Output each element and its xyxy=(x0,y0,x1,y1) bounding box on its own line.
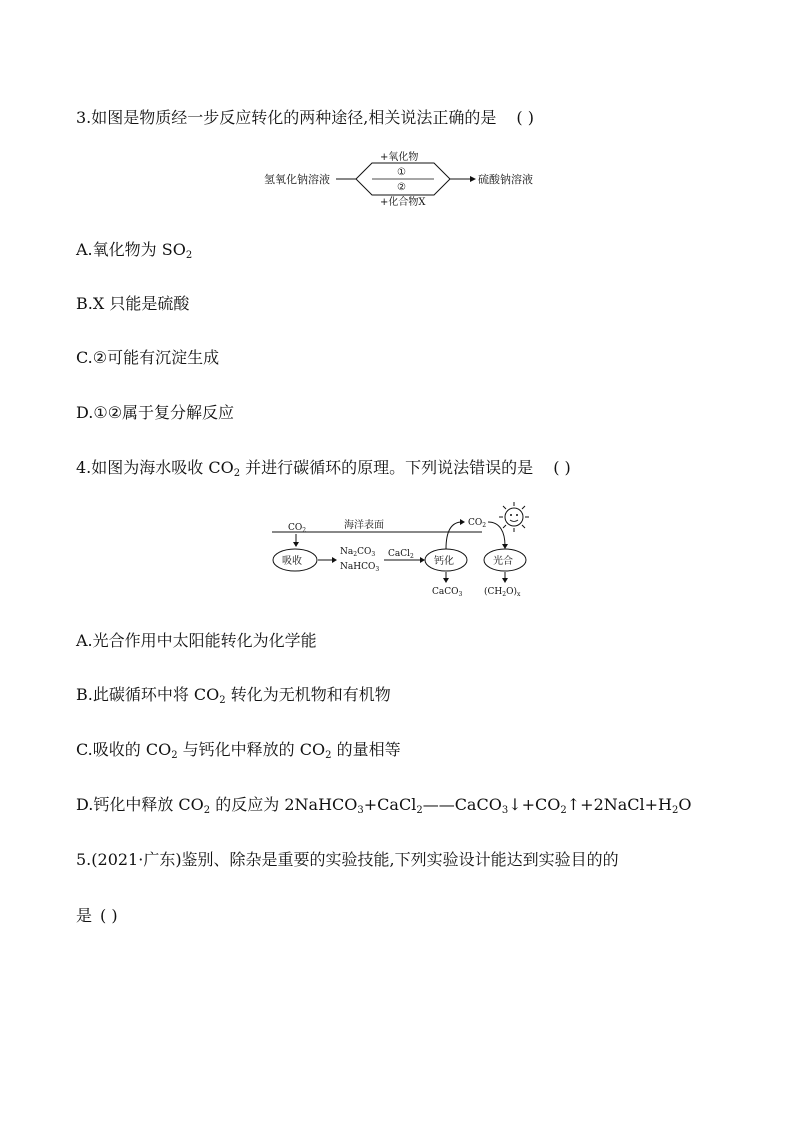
q5-stem-continued: 是 ( ) xyxy=(76,906,118,925)
q3-path-1: ① xyxy=(397,167,406,178)
q3-top-label: +氧化物 xyxy=(380,152,419,163)
q4-co2-right: $CO_2$ xyxy=(468,518,487,529)
q4-option-b: B.此碳循环中将 $CO_2$ 转化为无机物和有机物 xyxy=(76,685,391,706)
q3-left-label: 氢氧化钠溶液 xyxy=(264,173,330,186)
q4-answer-paren: ( ) xyxy=(553,458,571,477)
q4-photosynthesis-label: 光合 xyxy=(493,556,513,567)
q3-bottom-label: +化合物X xyxy=(380,197,426,208)
q4-ch2o-label: $(CH_2O)_x$ xyxy=(484,587,521,598)
q3-figure xyxy=(258,148,538,208)
q3-option-a: A.氧化物为 $SO_2$ xyxy=(76,240,193,261)
q4-absorb-label: 吸收 xyxy=(282,556,302,567)
q4-option-a: A.光合作用中太阳能转化为化学能 xyxy=(76,631,317,650)
q4-option-d: D.钙化中释放 $CO_2$ 的反应为 $2NaHCO_3+CaCl_2——CaCO_3↓+CO_2↑+2NaCl+H_2O$ xyxy=(76,795,692,816)
q4-stem: 4.如图为海水吸收 $CO_2$ 并进行碳循环的原理。下列说法错误的是 ( ) xyxy=(76,458,571,479)
q4-na2co3-label: $Na_2CO_3$ xyxy=(340,547,376,558)
q5-answer-paren: ( ) xyxy=(100,906,118,925)
q4-co2-left: $CO_2$ xyxy=(288,523,307,534)
q3-option-c: C.②可能有沉淀生成 xyxy=(76,348,220,367)
sun-icon xyxy=(499,502,529,532)
q3-path-2: ② xyxy=(397,182,406,193)
q4-caco3-label: CaCO$_3$ xyxy=(432,587,463,598)
q4-sea-surface-label: 海洋表面 xyxy=(344,520,384,531)
q4-nahco3-label: NaHCO$_3$ xyxy=(340,562,380,573)
q4-cacl2-label: CaCl$_2$ xyxy=(388,549,414,560)
q3-option-d: D.①②属于复分解反应 xyxy=(76,403,235,422)
q4-calcify-label: 钙化 xyxy=(434,556,454,567)
q3-option-b: B.X 只能是硫酸 xyxy=(76,294,190,313)
q3-answer-paren: ( ) xyxy=(516,108,534,127)
q3-right-label: 硫酸钠溶液 xyxy=(478,173,533,186)
q3-stem: 3.如图是物质经一步反应转化的两种途径,相关说法正确的是 ( ) xyxy=(76,108,534,127)
q4-figure xyxy=(262,500,552,600)
q4-option-c: C.吸收的 $CO_2$ 与钙化中释放的 $CO_2$ 的量相等 xyxy=(76,740,401,761)
q5-stem: 5.(2021·广东)鉴别、除杂是重要的实验技能,下列实验设计能达到实验目的的 xyxy=(76,850,619,869)
